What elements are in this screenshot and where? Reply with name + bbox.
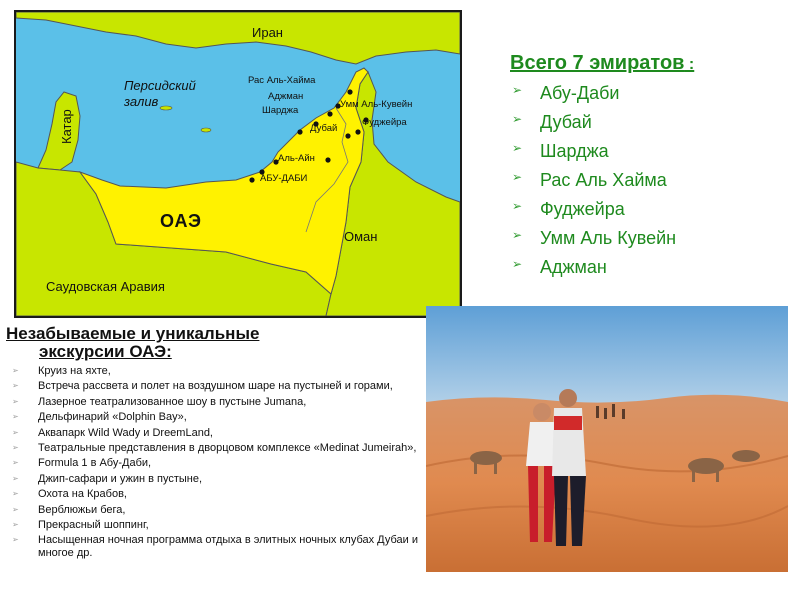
desert-photo-graphic xyxy=(426,306,788,572)
emirate-name: Аджман xyxy=(540,257,607,277)
sharjah-label: Шарджа xyxy=(262,105,299,116)
excursion-text: Верблюжьи бега, xyxy=(38,503,126,516)
emirates-list xyxy=(510,83,790,286)
list-item xyxy=(6,534,424,559)
qatar-label: Катар xyxy=(59,109,74,144)
list-item xyxy=(6,365,424,378)
emirates-section xyxy=(510,52,790,286)
bullet-icon: ➢ xyxy=(12,396,19,406)
bullet-icon: ➢ xyxy=(12,412,19,422)
list-item xyxy=(510,112,790,141)
list-item xyxy=(6,427,424,440)
bullet-icon: ➢ xyxy=(512,112,523,126)
excursion-text: Джип-сафари и ужин в пустыне, xyxy=(38,472,203,485)
list-item xyxy=(510,83,790,112)
bullet-icon: ➢ xyxy=(512,141,523,155)
emirate-name: Дубай xyxy=(540,112,592,132)
ras-al-khaimah-label: Рас Аль-Хайма xyxy=(248,75,316,86)
oman-label: Оман xyxy=(344,229,378,244)
list-item xyxy=(6,457,424,470)
excursion-text: Лазерное театрализованное шоу в пустыне Jumana, xyxy=(38,395,307,408)
list-item xyxy=(6,380,424,393)
list-item xyxy=(6,473,424,486)
ajman-label: Аджман xyxy=(268,91,304,102)
uae-map xyxy=(14,10,462,318)
emirates-title-colon: : xyxy=(684,56,695,73)
bullet-icon: ➢ xyxy=(12,473,19,483)
list-item xyxy=(6,411,424,424)
bullet-icon: ➢ xyxy=(512,170,523,184)
excursion-text: Formula 1 в Абу-Даби, xyxy=(38,457,152,470)
iran-label: Иран xyxy=(252,25,283,40)
fujairah-label: Фуджейра xyxy=(362,117,407,128)
excursions-title xyxy=(6,325,424,361)
excursion-text: Насыщенная ночная программа отдыха в элитных ночных клубах Дубаи и многое др. xyxy=(38,534,418,559)
excursion-text: Встреча рассвета и полет на воздушном шаре на пустыней и горами, xyxy=(38,380,393,393)
bullet-icon: ➢ xyxy=(512,83,523,97)
emirate-name: Абу-Даби xyxy=(540,83,620,103)
gulf-label xyxy=(124,78,196,110)
dubai-label: Дубай xyxy=(310,123,338,134)
excursions-title-line1: Незабываемые и уникальные xyxy=(6,324,260,343)
excursions-list xyxy=(6,365,424,559)
emirate-name: Умм Аль Кувейн xyxy=(540,228,677,248)
list-item xyxy=(6,442,424,455)
list-item xyxy=(510,199,790,228)
al-ain-label: Аль-Айн xyxy=(278,153,315,164)
list-item xyxy=(510,228,790,257)
bullet-icon: ➢ xyxy=(12,458,19,468)
bullet-icon: ➢ xyxy=(12,366,19,375)
excursions-section xyxy=(6,325,424,562)
bullet-icon: ➢ xyxy=(12,519,19,529)
gulf-label-line1: Персидский xyxy=(124,78,196,93)
saudi-arabia-label: Саудовская Аравия xyxy=(46,279,165,294)
list-item xyxy=(6,488,424,501)
gulf-label-line2: залив xyxy=(124,94,159,109)
bullet-icon: ➢ xyxy=(12,489,19,499)
abu-dhabi-label: АБУ-ДАБИ xyxy=(260,173,308,184)
bullet-icon: ➢ xyxy=(512,199,523,213)
list-item xyxy=(6,396,424,409)
excursion-text: Театральные представления в дворцовом комплексе «Medinat Jumeirah», xyxy=(38,441,417,454)
bullet-icon: ➢ xyxy=(512,228,523,242)
list-item xyxy=(510,141,790,170)
excursion-text: Прекрасный шоппинг, xyxy=(38,518,149,531)
umm-al-quwain-label: Умм Аль-Кувейн xyxy=(340,99,413,110)
excursion-text: Аквапарк Wild Wady и DreemLand, xyxy=(38,426,213,439)
desert-photo xyxy=(426,306,788,572)
emirate-name: Шарджа xyxy=(540,141,609,161)
couple xyxy=(526,389,586,546)
emirates-title-text: Всего 7 эмиратов xyxy=(510,52,685,74)
list-item xyxy=(6,504,424,517)
bullet-icon: ➢ xyxy=(512,257,523,271)
uae-label: ОАЭ xyxy=(160,211,202,231)
list-item xyxy=(510,170,790,199)
bullet-icon: ➢ xyxy=(12,504,19,514)
excursion-text: Дельфинарий «Dolphin Bay», xyxy=(38,411,187,424)
emirates-title xyxy=(510,52,790,75)
excursions-title-line2: экскурсии ОАЭ: xyxy=(39,342,172,361)
bullet-icon: ➢ xyxy=(12,442,19,452)
bullet-icon: ➢ xyxy=(12,381,19,391)
excursion-text: Круиз на яхте, xyxy=(38,365,111,377)
emirate-name: Фуджейра xyxy=(540,199,625,219)
bullet-icon: ➢ xyxy=(12,427,19,437)
list-item xyxy=(6,519,424,532)
excursion-text: Охота на Крабов, xyxy=(38,488,127,501)
list-item xyxy=(510,257,790,286)
emirate-name: Рас Аль Хайма xyxy=(540,170,667,190)
bullet-icon: ➢ xyxy=(12,535,19,545)
uae-map-graphic xyxy=(16,12,460,316)
